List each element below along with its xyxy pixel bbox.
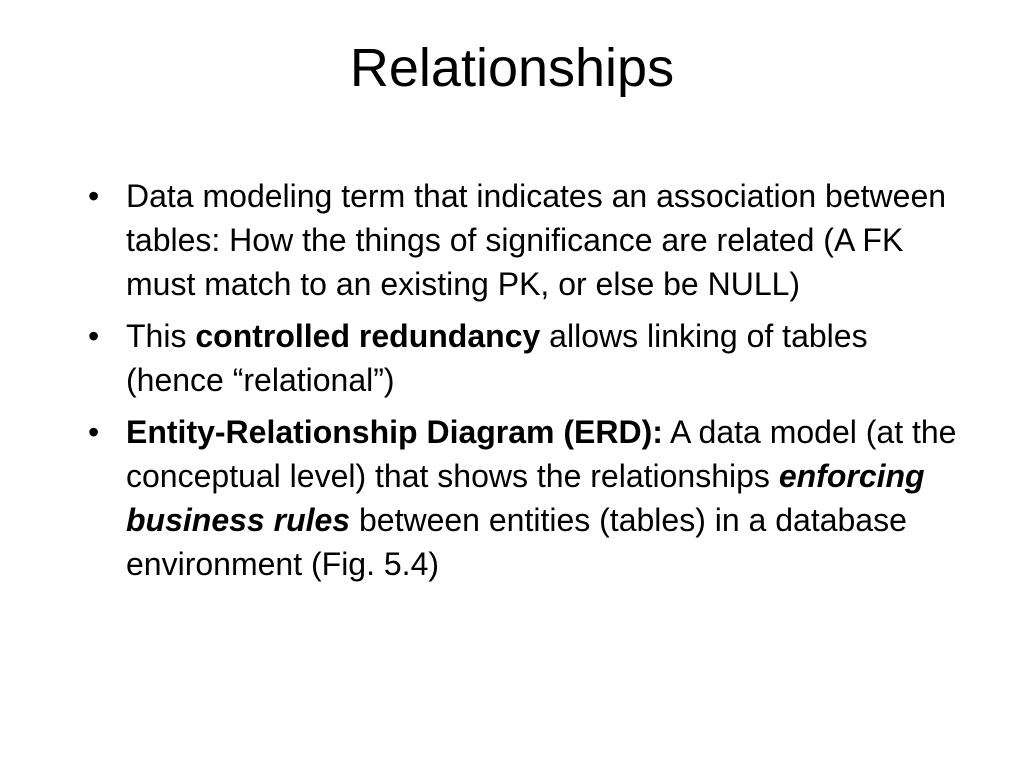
bullet-text-bold: controlled redundancy [195, 318, 541, 354]
bullet-text-plain: A data model (at the conceptual level) that shows the relationships [126, 414, 957, 494]
bullet-text: Data modeling term that indicates an association between tables: How the things of significance are related (A FK must match to an existing PK, or else be NULL) [126, 178, 947, 302]
bullet-list [82, 174, 962, 594]
bullet-text [126, 414, 956, 582]
bullet-text-bold: Entity-Relationship Diagram (ERD): [126, 414, 663, 450]
bullet-dot-icon: • [88, 414, 100, 450]
bullet-text-bold-italic: enforcing business rules [126, 458, 925, 538]
slide-title: Relationships [349, 38, 675, 98]
bullet-text [126, 318, 868, 398]
bullet-text-plain: This [126, 318, 196, 354]
bullet-item-erd [82, 410, 962, 586]
bullet-item-controlled-redundancy [82, 314, 962, 402]
bullet-text-plain: allows linking of tables (hence “relational”) [126, 318, 868, 398]
bullet-dot-icon: • [88, 318, 100, 354]
bullet-dot-icon: • [88, 178, 100, 214]
bullet-item-relationship-definition [82, 174, 962, 306]
bullet-text-plain: between entities (tables) in a database environment (Fig. 5.4) [126, 502, 907, 582]
